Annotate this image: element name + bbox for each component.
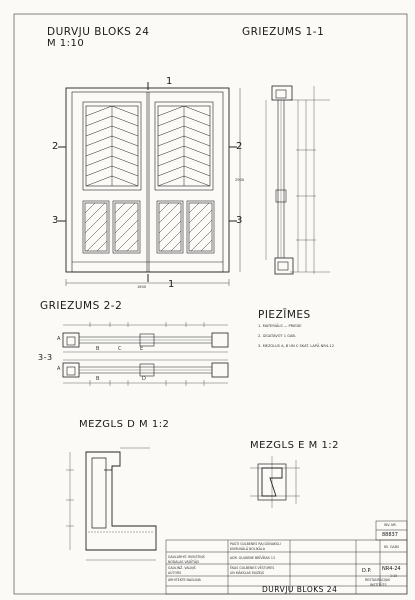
section-2-2-drawing: [63, 322, 228, 352]
section-3-3-label: 3-3: [38, 353, 53, 362]
tb-archive-number: 88837: [382, 532, 398, 538]
note-item-3: 3. MEZGLUS A, B UN C SKAT. LAPĀ NR4-12: [258, 344, 334, 348]
note-item-1: 1. MATERIĀLS — PRIEDE: [258, 324, 302, 328]
section-marker-bottom: 1: [168, 279, 175, 290]
tb-sheet-number: NR4-24: [382, 566, 401, 572]
detail-d-title: MEZGLS D M 1:2: [79, 419, 170, 430]
section-2-2-title: GRIEZUMS 2-2: [40, 300, 123, 312]
tb-desc-line2: UN MĀKSLAS MUZEJS: [230, 571, 265, 575]
tb-address: ADR. GULBENE BRĪVĪBAS 13: [230, 556, 275, 560]
detail-d-drawing: [66, 448, 156, 560]
tb-archive-label: INV. NR.: [384, 523, 397, 527]
callout-b-lower: B: [96, 376, 100, 382]
sheet-scale: M 1:10: [47, 38, 85, 49]
callout-d: D: [142, 376, 146, 382]
callout-e-upper: E: [140, 346, 144, 352]
section-1-1-drawing: [266, 86, 330, 274]
height-dimension: 2900: [235, 178, 245, 182]
note-item-2: 2. IZGATAVOT 1 GAB.: [258, 334, 297, 338]
section-marker-2-right: 2: [236, 141, 243, 152]
section-1-1-title: GRIEZUMS 1-1: [242, 26, 325, 38]
tb-org-line1: PAGTI GULBENES RAJ DŪNAKSLI: [230, 542, 281, 546]
section-marker-3-right: 3: [236, 215, 243, 226]
tb-stage: D.P.: [362, 568, 372, 574]
tb-staff-3: GALV.INŽ. VALIŅŠ: [168, 566, 196, 570]
detail-e-title: MEZGLS E M 1:2: [250, 440, 340, 451]
section-3-3-drawing: [63, 360, 228, 386]
notes-title: PIEZĪMES: [258, 309, 311, 321]
tb-staff-2: NODAĻAS VADĪTĀJS: [168, 560, 200, 564]
tb-institute-line1: RESTAURĀCIJAS: [365, 578, 391, 582]
section-marker-3-left: 3: [52, 215, 59, 226]
tb-org-line2: KOMUNĀLĀ NOLIKĀLA: [230, 547, 265, 551]
tb-sheet-scale: 1:10: [390, 574, 398, 578]
tb-staff-1: GALV.ARHIT. RIEKSTIŅŠ: [168, 555, 205, 559]
door-elevation: [58, 82, 240, 286]
detail-e-drawing: [250, 456, 300, 508]
tb-drawing-title: DURVJU BLOKS 24: [262, 585, 338, 594]
tb-year: 85. GADS: [384, 545, 400, 549]
callout-b-upper: B: [96, 346, 100, 352]
width-dimension: 1600: [137, 285, 147, 289]
tb-staff-4: AUTORS: [168, 571, 182, 575]
callout-c: C: [118, 346, 122, 352]
callout-a-upper: A: [57, 336, 61, 342]
tb-staff-5: ARHITEKTE NAGLIŅA: [168, 578, 201, 582]
tb-institute-line2: INSTITŪTS: [370, 583, 387, 587]
section-marker-top: 1: [166, 76, 173, 87]
sheet-title: DURVJU BLOKS 24: [47, 26, 150, 38]
section-marker-2-left: 2: [52, 141, 59, 152]
callout-a-lower: A: [57, 366, 61, 372]
tb-desc-line1: ĒKAS GULBENES VĒSTURES: [230, 566, 275, 570]
